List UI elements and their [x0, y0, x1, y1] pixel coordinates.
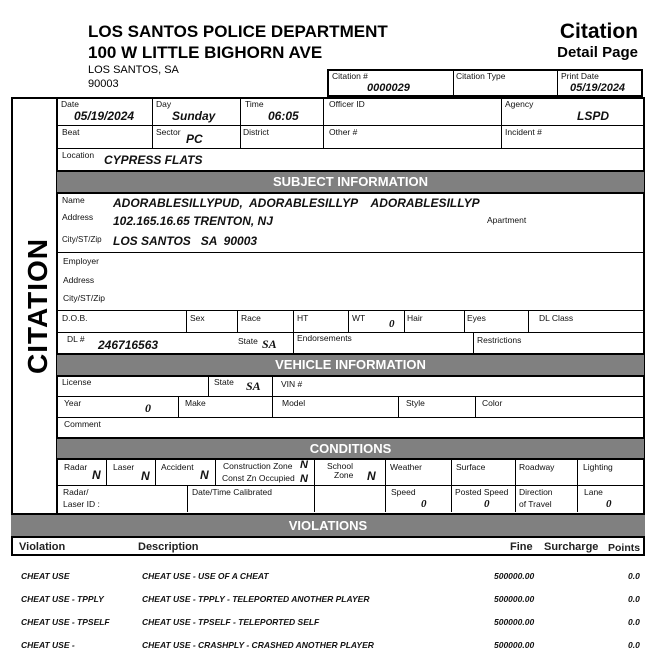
make-label: Make: [185, 398, 206, 408]
sector-label: Sector: [156, 127, 181, 137]
location-value: CYPRESS FLATS: [104, 153, 203, 167]
school-zone-label-1: School: [327, 461, 353, 471]
dl-number-label: DL #: [67, 334, 85, 344]
col-header-description: Description: [138, 541, 199, 553]
citation-number-label: Citation #: [332, 71, 368, 81]
incident-day: Sunday: [172, 109, 216, 123]
vehicle-state: SA: [246, 379, 261, 393]
direction-label-2: of Travel: [519, 499, 552, 509]
const-zone-occupied-label: Const Zn Occupied: [222, 473, 295, 483]
col-header-points: Points: [608, 542, 641, 554]
hair-label: Hair: [407, 313, 423, 323]
violation-points: 0.0: [628, 617, 640, 627]
violation-description: CHEAT USE - TPSELF - TELEPORTED SELF: [142, 617, 320, 627]
violation-description: CHEAT USE - TPPLY - TELEPORTED ANOTHER PLAYER: [142, 594, 370, 604]
speed-label: Speed: [391, 487, 416, 497]
const-zone-occupied-value: N: [300, 473, 308, 485]
vehicle-year: 0: [145, 401, 151, 415]
violation-fine: 500000.00: [494, 617, 535, 627]
violation-code: CHEAT USE -: [21, 640, 75, 650]
lane-value: 0: [606, 498, 612, 510]
incident-number-label: Incident #: [505, 127, 542, 137]
construction-zone-value: N: [300, 459, 308, 471]
sector-value: PC: [186, 132, 203, 146]
day-label: Day: [156, 99, 172, 109]
sex-label: Sex: [190, 313, 205, 323]
employer-label: Employer: [63, 256, 99, 266]
subject-city-state-zip: LOS SANTOS SA 90003: [113, 234, 258, 248]
style-label: Style: [406, 398, 425, 408]
apartment-label: Apartment: [487, 215, 527, 225]
incident-date: 05/19/2024: [74, 109, 135, 123]
direction-label-1: Direction: [519, 487, 553, 497]
district-label: District: [243, 127, 269, 137]
conditions-header: CONDITIONS: [57, 437, 644, 460]
time-label: Time: [245, 99, 264, 109]
employer-city-label: City/ST/Zip: [63, 293, 106, 303]
color-label: Color: [482, 398, 503, 408]
radar-laser-id-label-2: Laser ID :: [63, 499, 100, 509]
violation-points: 0.0: [628, 571, 640, 581]
posted-speed-label: Posted Speed: [455, 487, 509, 497]
construction-zone-label: Construction Zone: [223, 461, 293, 471]
vin-label: VIN #: [281, 379, 303, 389]
violation-fine: 500000.00: [494, 640, 535, 650]
violation-points: 0.0: [628, 594, 640, 604]
incident-time: 06:05: [268, 109, 299, 123]
lane-label: Lane: [584, 487, 603, 497]
speed-value: 0: [421, 498, 427, 510]
print-date: 05/19/2024: [570, 82, 626, 94]
other-number-label: Other #: [329, 127, 358, 137]
radar-label: Radar: [64, 462, 88, 472]
violation-fine: 500000.00: [494, 571, 535, 581]
restrictions-label: Restrictions: [477, 335, 522, 345]
date-time-calibrated-label: Date/Time Calibrated: [192, 487, 272, 497]
col-header-surcharge: Surcharge: [544, 541, 599, 553]
radar-laser-id-label-1: Radar/: [63, 487, 89, 497]
citation-number: 0000029: [367, 82, 410, 94]
radar-value: N: [92, 468, 101, 482]
height-label: HT: [297, 313, 309, 323]
violation-row: [0, 640, 657, 654]
school-zone-label-2: Zone: [334, 470, 354, 480]
violation-description: CHEAT USE - CRASHPLY - CRASHED ANOTHER PLAYER: [142, 640, 374, 650]
officer-id-label: Officer ID: [329, 99, 365, 109]
dl-state-label: State: [238, 336, 258, 346]
vehicle-state-label: State: [214, 377, 234, 387]
col-header-violation: Violation: [19, 541, 66, 553]
dob-label: D.O.B.: [62, 313, 88, 323]
violation-row: [0, 617, 657, 631]
eyes-label: Eyes: [467, 313, 486, 323]
endorsements-label: Endorsements: [297, 333, 352, 343]
race-label: Race: [241, 313, 261, 323]
violation-row: [0, 594, 657, 608]
weight-label: WT: [352, 313, 366, 323]
side-label-citation: CITATION: [22, 237, 53, 375]
agency-value: LSPD: [577, 109, 610, 123]
year-label: Year: [64, 398, 82, 408]
document-title: Citation: [559, 20, 638, 43]
beat-label: Beat: [62, 127, 80, 137]
vehicle-information-header: VEHICLE INFORMATION: [57, 353, 644, 377]
document-subtitle: Detail Page: [557, 44, 638, 61]
violation-points: 0.0: [628, 640, 640, 650]
violation-row: [0, 571, 657, 585]
department-name: LOS SANTOS POLICE DEPARTMENT: [88, 22, 388, 41]
subject-information-header: SUBJECT INFORMATION: [57, 170, 644, 194]
violation-code: CHEAT USE: [21, 571, 70, 581]
license-label: License: [62, 377, 92, 387]
department-address: 100 W LITTLE BIGHORN AVE: [88, 43, 323, 62]
subject-address: 102.165.16.65 TRENTON, NJ: [113, 214, 273, 228]
weather-label: Weather: [390, 462, 422, 472]
violation-code: CHEAT USE - TPSELF: [21, 617, 110, 627]
comment-label: Comment: [64, 419, 101, 429]
posted-speed-value: 0: [484, 498, 490, 510]
agency-label: Agency: [505, 99, 534, 109]
city-state-zip-label: City/ST/Zip: [62, 235, 102, 244]
violation-description: CHEAT USE - USE OF A CHEAT: [142, 571, 269, 581]
department-city: LOS SANTOS, SA: [88, 64, 179, 76]
employer-address-label: Address: [63, 275, 95, 285]
dl-state: SA: [262, 337, 277, 351]
lighting-label: Lighting: [583, 462, 613, 472]
address-label: Address: [62, 212, 94, 222]
violation-code: CHEAT USE - TPPLY: [21, 594, 104, 604]
location-label: Location: [62, 150, 95, 160]
subject-name: ADORABLESILLYPUD, ADORABLESILLYP ADORABLESILLYP: [113, 196, 480, 210]
name-label: Name: [62, 195, 85, 205]
laser-value: N: [141, 469, 150, 483]
school-zone-value: N: [367, 469, 376, 483]
model-label: Model: [282, 398, 306, 408]
print-date-label: Print Date: [561, 71, 599, 81]
date-label: Date: [61, 99, 79, 109]
dl-number: 246716563: [98, 338, 159, 352]
violation-fine: 500000.00: [494, 594, 535, 604]
accident-value: N: [200, 468, 209, 482]
accident-label: Accident: [161, 462, 194, 472]
citation-type-label: Citation Type: [456, 71, 506, 81]
violations-header: VIOLATIONS: [11, 513, 645, 538]
laser-label: Laser: [113, 462, 135, 472]
department-zip: 90003: [88, 78, 119, 90]
surface-label: Surface: [456, 462, 486, 472]
col-header-fine: Fine: [510, 541, 533, 553]
dl-class-label: DL Class: [539, 313, 574, 323]
weight-value: 0: [389, 318, 395, 330]
roadway-label: Roadway: [519, 462, 555, 472]
